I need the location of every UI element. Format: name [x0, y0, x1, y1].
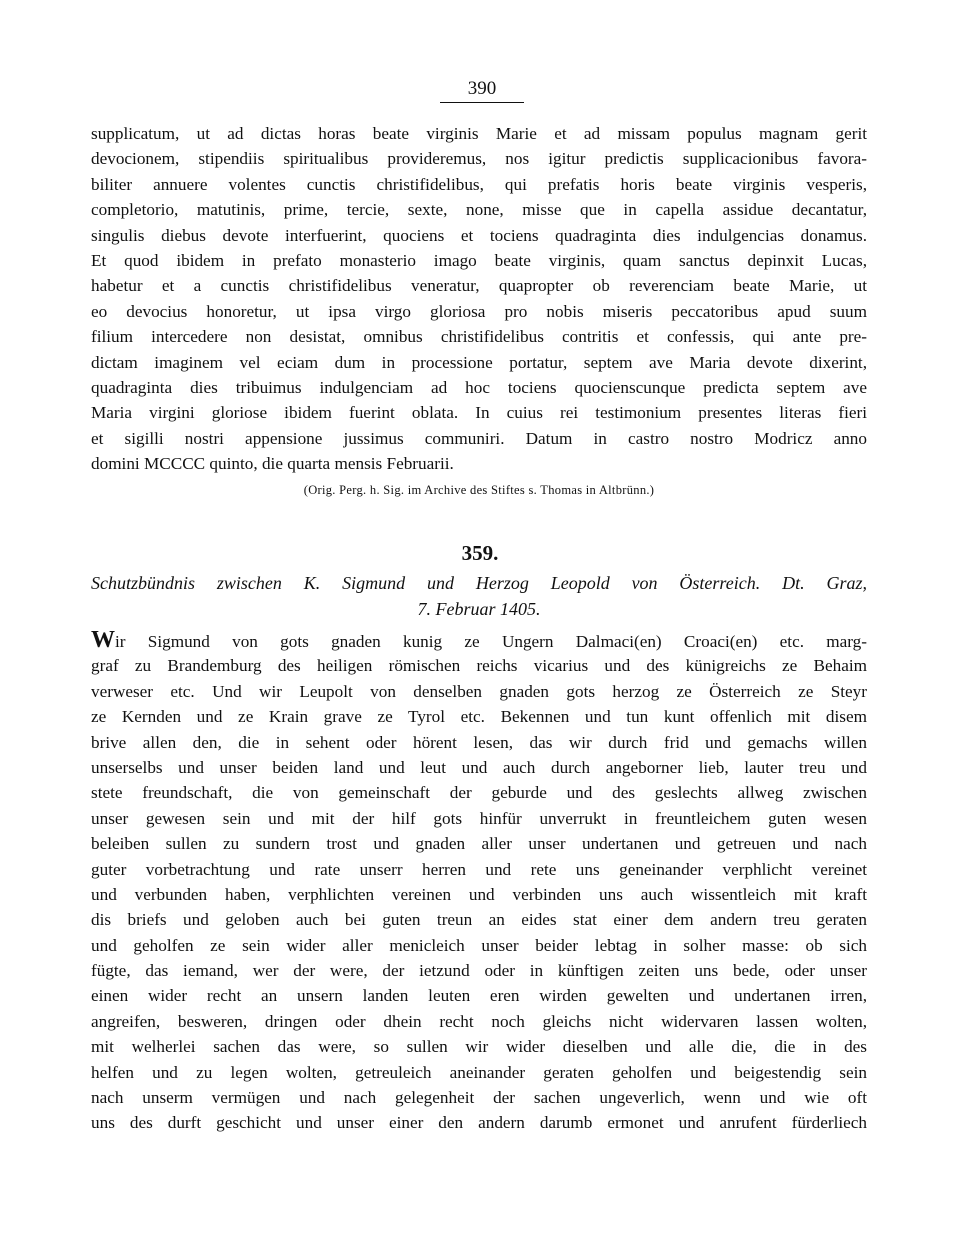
text-line: beleiben sullen zu sundern trost und gnaden aller unser undertanen und getreuen und nach — [91, 834, 867, 854]
heading-line: Schutzbündnis zwischen K. Sigmund und Herzog Leopold von Österreich. Dt. Graz, — [91, 573, 867, 593]
text-line: quadraginta dies tribuimus indulgenciam ad hoc tociens quocienscunque predicta septem ave — [91, 377, 867, 397]
text-line: nach unserm vermügen und nach gelegenheit der sachen ungeverlich, wenn und wie oft — [91, 1088, 867, 1108]
text-line: mit welherlei sachen das were, so sullen wir wider dieselben und alle die, die in des — [91, 1037, 867, 1057]
page-number-rule — [440, 102, 524, 103]
text-line: dis briefs und geloben auch bei guten treun an eides stat einer dem andern treu geraten — [91, 910, 867, 930]
document-text — [91, 628, 867, 1136]
text-line: ze Kernden und ze Krain grave ze Tyrol etc. Bekennen und tun kunt offenlich mit disem — [91, 707, 867, 727]
text-line: dictam imaginem vel eciam dum in processione portatur, septem ave Maria devote dixerint, — [91, 352, 867, 372]
page-number: 390 — [467, 78, 497, 99]
document-number: 359. — [461, 541, 499, 565]
document-heading — [91, 570, 867, 622]
text-line: unserselbs und unser beiden land und leut und auch durch angeborner lieb, lauter treu und — [91, 757, 867, 777]
continuation-text — [91, 121, 867, 476]
text-line: helfen und zu legen wolten, getreuleich aneinander geraten geholfen und beigestendig sein — [91, 1062, 867, 1082]
text-line: verweser etc. Und wir Leupolt von denselben gnaden gots herzog ze Österreich ze Steyr — [91, 681, 867, 701]
text-line: einen wider recht an unsern landen leuten eren wirden gewelten und undertanen irren, — [91, 986, 867, 1006]
text-line: et sigilli nostri appensione jussimus communiri. Datum in castro nostro Modricz anno — [91, 428, 867, 448]
text-line: guter vorbetrachtung und rate unserr herren und rete uns geneinander verphlicht vereinet — [91, 859, 867, 879]
text-line: completorio, matutinis, prime, tercie, sexte, none, misse que in capella assidue decantatur, — [91, 200, 867, 220]
text-line: singulis diebus devote interfuerint, quociens et tociens quadraginta dies indulgencias donamus. — [91, 225, 867, 245]
text-line: filium intercedere non desistat, omnibus christifidelibus contritis et confessis, qui ante pre- — [91, 327, 867, 347]
text-line: domini MCCCC quinto, die quarta mensis Februarii. — [91, 454, 454, 474]
text-line: und geholfen ze sein wider aller menicleich unser beider lebtag in solher masse: ob sich — [91, 935, 867, 955]
text-line: brive allen den, die in sehent oder hörent lesen, das wir durch frid und gemachs willen — [91, 732, 867, 752]
text-line: unser gewesen sein und mit der hilf gots hinfür unverrukt in freuntleichem guten wesen — [91, 808, 867, 828]
text-line: uns des durft geschicht und unser einer den andern darumb ermonet und anrufent fürderliech — [91, 1113, 867, 1133]
heading-line: 7. Februar 1405. — [417, 599, 541, 619]
line-text: ir Sigmund von gots gnaden kunig ze Ungern Dalmaci(en) Croaci(en) etc. marg- — [115, 632, 867, 651]
text-line: und verbunden haben, verphlichten vereinen und verbinden uns auch wissentleich mit kraft — [91, 884, 867, 904]
text-line: supplicatum, ut ad dictas horas beate virginis Marie et ad missam populus magnam gerit — [91, 124, 867, 143]
text-line: graf zu Brandemburg des heiligen römischen reichs vicarius und des künigreichs ze Behaim — [91, 656, 867, 676]
initial-letter: W — [91, 627, 115, 653]
text-line: habetur et a cunctis christifidelibus veneratur, quapropter ob reverenciam beate Marie, ut — [91, 276, 867, 296]
source-note: (Orig. Perg. h. Sig. im Archive des Stiftes s. Thomas in Altbrünn.) — [303, 483, 655, 497]
text-line: angreifen, besweren, dringen oder dhein recht noch gleichs nicht widervaren lassen wolten, — [91, 1011, 867, 1031]
text-line: Maria virgini gloriose ibidem fuerint oblata. In cuius rei testimonium presentes literas fieri — [91, 403, 867, 423]
text-line: fügte, das iemand, wer der were, der ietzund oder in künftigen zeiten uns bede, oder unser — [91, 961, 867, 981]
text-line — [91, 628, 867, 653]
text-line: Et quod ibidem in prefato monasterio imago beate virginis, quam sanctus depinxit Lucas, — [91, 250, 867, 270]
text-line: devocionem, stipendiis spiritualibus provideremus, nos igitur predictis supplicacionibus favora- — [91, 149, 867, 169]
text-line: biliter annuere volentes cunctis christifidelibus, qui prefatis horis beate virginis vesperis, — [91, 174, 867, 194]
text-line: stete freundschaft, die von gemeinschaft der geburde und des geslechts allweg zwischen — [91, 783, 867, 803]
text-line: eo devocius honoretur, ut ipsa virgo gloriosa pro nobis miseris peccatoribus apud suum — [91, 301, 867, 321]
